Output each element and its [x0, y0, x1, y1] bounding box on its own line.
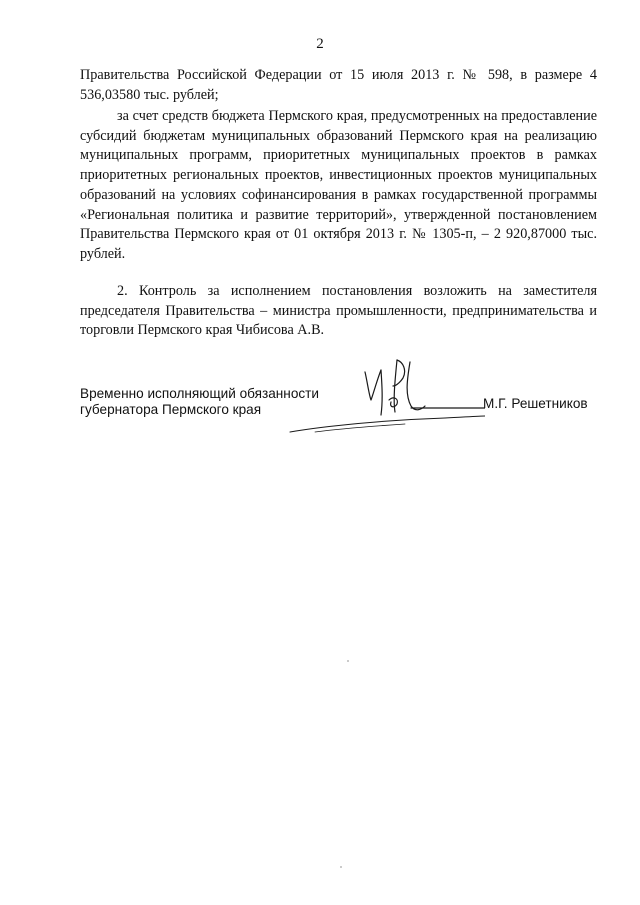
paragraph-regional-budget: за счет средств бюджета Пермского края, предусмотренных на предоставление субсидий бюджетам муниципальных образований Пермского края на реализацию муниципальных программ, приоритетных муниципальных проектов в рамках приоритетных региональных проектов, инвестиционных проектов муниципальных образований на условиях софинансирования в рамках государственной программы «Региональная политика и развитие территорий», утвержденной постановлением Правительства Пермского края от 01 октября 2013 г. № 1305-п, – 2 920,87000 тыс. рублей. [80, 108, 597, 262]
paragraph-control: 2. Контроль за исполнением постановления возложить на заместителя председателя Правительства – министра промышленности, предпринимательства и торговли Пермского края Чибисова А.В. [80, 283, 597, 339]
signatory-title-line1: Временно исполняющий обязанности [80, 386, 319, 401]
scan-speck [340, 866, 342, 868]
paragraph-continuation: Правительства Российской Федерации от 15 июля 2013 г. № 598, в размере 4 536,03580 тыс. рублей; [80, 67, 597, 103]
page-number: 2 [316, 36, 324, 52]
scan-speck [347, 660, 349, 662]
signatory-name: М.Г. Решетников [483, 396, 588, 411]
handwritten-signature [285, 340, 485, 440]
signatory-title-line2: губернатора Пермского края [80, 401, 262, 417]
